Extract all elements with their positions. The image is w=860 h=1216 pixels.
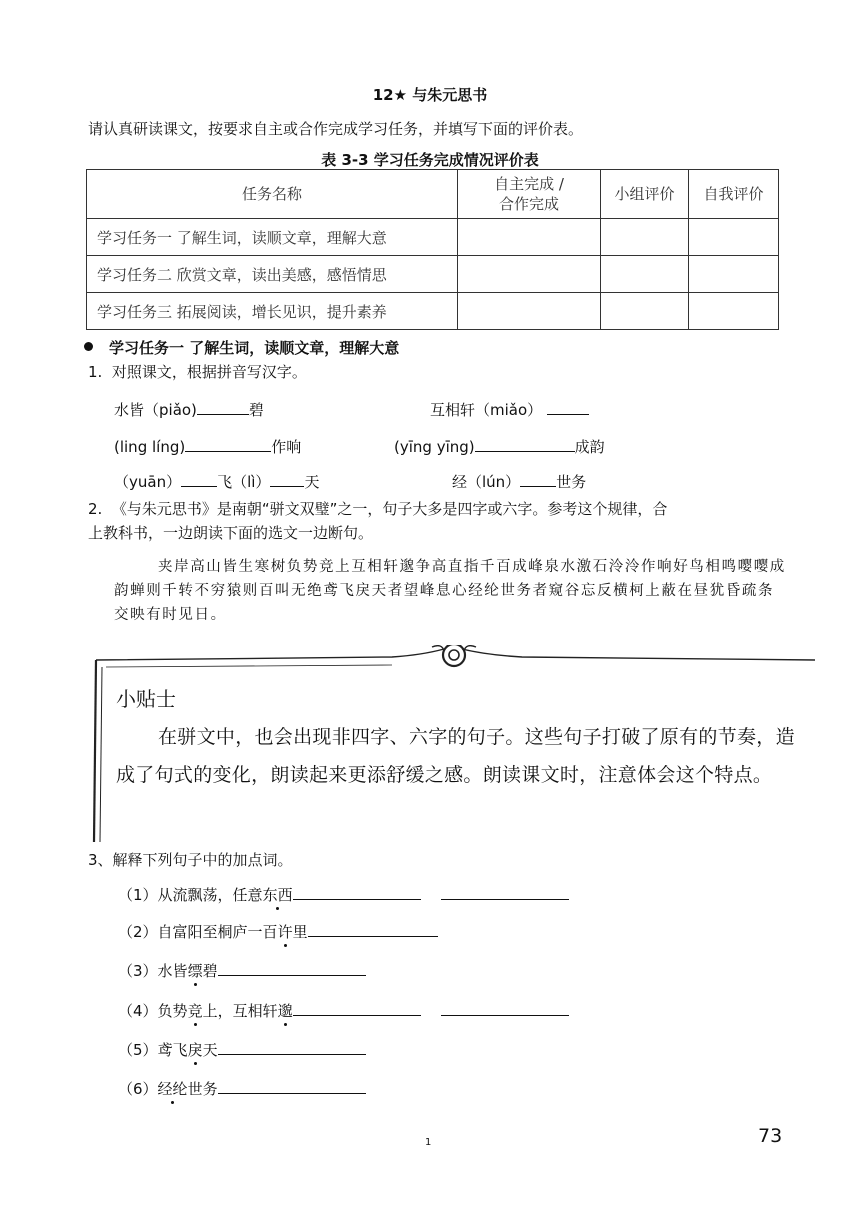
q3-item-5 — [118, 1039, 366, 1060]
evaluation-table — [86, 169, 779, 330]
q3-item-2 — [118, 921, 438, 942]
q3-item-after: 碧 — [202, 962, 218, 980]
q3-item-mid: 上，互相轩 — [202, 1002, 278, 1020]
page-title: 12★ 与朱元思书 — [372, 86, 488, 104]
task-cell: 学习任务二 欣赏文章，读出美感，感悟情思 — [87, 256, 458, 293]
table-row — [87, 219, 779, 256]
q1-d-after: 成韵 — [574, 438, 605, 456]
table-row — [87, 293, 779, 330]
q3-item-before: 从流飘荡，任意 — [157, 886, 263, 904]
q1-item-a — [114, 399, 264, 420]
table-caption: 表 3-3 学习任务完成情况评价表 — [321, 151, 539, 169]
answer-blank[interactable] — [218, 1078, 366, 1094]
question-1 — [88, 361, 307, 382]
q3-item-number: （2） — [118, 923, 158, 941]
q2-text-line2: 上教科书，一边朗读下面的选文一边断句。 — [88, 524, 374, 542]
passage-text — [114, 555, 786, 627]
self-eval-cell[interactable] — [689, 219, 779, 256]
page-number: 73 — [758, 1125, 783, 1147]
group-eval-cell[interactable] — [601, 219, 689, 256]
group-eval-cell[interactable] — [601, 293, 689, 330]
task-cell: 学习任务三 拓展阅读，增长见识，提升素养 — [87, 293, 458, 330]
table-row — [87, 256, 779, 293]
q3-item-after: 里 — [292, 923, 308, 941]
header-mode — [458, 170, 601, 219]
answer-blank[interactable] — [520, 471, 556, 487]
tip-body: 在骈文中，也会出现非四字、六字的句子。这些句子打破了原有的节奏，造成了句式的变化，朗读起来更添舒缓之感。朗读课文时，注意体会这个特点。 — [116, 726, 795, 786]
q3-item-number: （3） — [118, 962, 158, 980]
tip-title: 小贴士 — [116, 687, 176, 711]
mode-cell[interactable] — [458, 256, 601, 293]
q1-c-after: 作响 — [271, 438, 302, 456]
q3-item-number: （4） — [118, 1002, 158, 1020]
q3-item-4 — [118, 1000, 569, 1021]
answer-blank[interactable] — [441, 1000, 569, 1016]
q3-item-before: 水皆 — [157, 962, 188, 980]
answer-blank[interactable] — [218, 1039, 366, 1055]
answer-blank[interactable] — [475, 436, 575, 452]
answer-blank[interactable] — [293, 1000, 421, 1016]
q3-dotted-word — [158, 1078, 188, 1099]
q3-item-6 — [118, 1078, 366, 1099]
q3-dotted-word — [278, 1000, 293, 1021]
question-2 — [88, 497, 788, 545]
q3-dotted-text: 东西 — [262, 886, 293, 904]
q2-text-line1: 《与朱元思书》是南朝“骈文双璧”之一，句子大多是四字或六字。参考这个规律，合 — [111, 500, 668, 518]
question-3: 3、解释下列句子中的加点词。 — [88, 851, 293, 869]
q2-number: 2. — [88, 500, 103, 518]
task-cell: 学习任务一 了解生词，读顺文章，理解大意 — [87, 219, 458, 256]
q3-item-number: （1） — [118, 886, 158, 904]
q1-e-prompt: （yuān） — [114, 473, 182, 491]
q3-dotted-word — [188, 1000, 203, 1021]
q1-c-prompt: (ling líng) — [114, 438, 186, 456]
answer-blank[interactable] — [547, 399, 589, 415]
q1-f-prompt: 经（lún） — [452, 473, 521, 491]
q3-dotted-text: 邈 — [277, 1002, 293, 1020]
bullet-icon — [84, 342, 93, 351]
answer-blank[interactable] — [197, 399, 249, 415]
mode-cell[interactable] — [458, 293, 601, 330]
ornament-icon — [432, 645, 476, 666]
q1-text: 对照课文，根据拼音写汉字。 — [111, 363, 307, 381]
q3-item-before: 自富阳至桐庐一百 — [157, 923, 278, 941]
q1-f-after: 世务 — [556, 473, 587, 491]
answer-blank[interactable] — [218, 960, 366, 976]
q1-item-b — [430, 399, 589, 420]
q1-item-e — [114, 471, 319, 492]
table-header-row — [87, 170, 779, 219]
q3-item-1 — [118, 884, 569, 905]
self-eval-cell[interactable] — [689, 293, 779, 330]
q3-item-before: 负势 — [157, 1002, 188, 1020]
group-eval-cell[interactable] — [601, 256, 689, 293]
q3-dotted-word — [263, 884, 293, 905]
header-mode-line1: 自主完成 / — [494, 175, 564, 193]
q3-dotted-word — [188, 1039, 203, 1060]
q1-item-d — [394, 436, 605, 457]
answer-blank[interactable] — [308, 921, 438, 937]
q1-b-prompt: 互相轩（miǎo） — [430, 401, 543, 419]
q3-dotted-text: 戾 — [187, 1041, 203, 1059]
q3-item-number: （5） — [118, 1041, 158, 1059]
q3-item-3 — [118, 960, 366, 981]
q1-item-f — [452, 471, 586, 492]
answer-blank[interactable] — [181, 471, 217, 487]
q3-dotted-text: 许 — [277, 923, 293, 941]
q3-dotted-text: 竞 — [187, 1002, 203, 1020]
q1-item-c — [114, 436, 301, 457]
mode-cell[interactable] — [458, 219, 601, 256]
answer-blank[interactable] — [270, 471, 304, 487]
q3-dotted-word — [278, 921, 293, 942]
q3-item-after: 天 — [202, 1041, 218, 1059]
passage-content: 夹岸高山皆生寒树负势竞上互相轩邈争高直指千百成峰泉水激石泠泠作响好鸟相鸣嘤嘤成韵蝉则千转不穷猿则百叫无绝鸢飞戾天者望峰息心经纶世务者窥谷忘反横柯上蔽在昼犹昏疏条交映有时见日。 — [114, 559, 786, 623]
q3-dotted-word — [188, 960, 203, 981]
q3-item-after: 世务 — [187, 1080, 218, 1098]
answer-blank[interactable] — [441, 884, 569, 900]
q1-a-after: 碧 — [248, 401, 264, 419]
q3-item-number: （6） — [118, 1080, 158, 1098]
header-group-eval: 小组评价 — [601, 170, 689, 219]
q1-e-after: 天 — [304, 473, 320, 491]
q3-item-before: 鸢飞 — [157, 1041, 188, 1059]
answer-blank[interactable] — [185, 436, 271, 452]
self-eval-cell[interactable] — [689, 256, 779, 293]
q3-dotted-text: 经纶 — [157, 1080, 188, 1098]
answer-blank[interactable] — [293, 884, 421, 900]
section-heading — [84, 337, 399, 358]
header-mode-line2: 合作完成 — [498, 195, 559, 213]
header-self-eval: 自我评价 — [689, 170, 779, 219]
footer-number: 1 — [425, 1137, 432, 1148]
header-task-name: 任务名称 — [87, 170, 458, 219]
q1-d-prompt: (yīng yīng) — [394, 438, 475, 456]
intro-text: 请认真研读课文，按要求自主或合作完成学习任务，并填写下面的评价表。 — [88, 120, 584, 138]
q1-e-mid: 飞（lì） — [217, 473, 271, 491]
section-heading-text: 学习任务一 了解生词，读顺文章，理解大意 — [109, 339, 400, 357]
q1-a-prompt: 水皆（piǎo) — [114, 401, 197, 419]
q1-number: 1. — [88, 363, 103, 381]
q3-dotted-text: 缥 — [187, 962, 203, 980]
